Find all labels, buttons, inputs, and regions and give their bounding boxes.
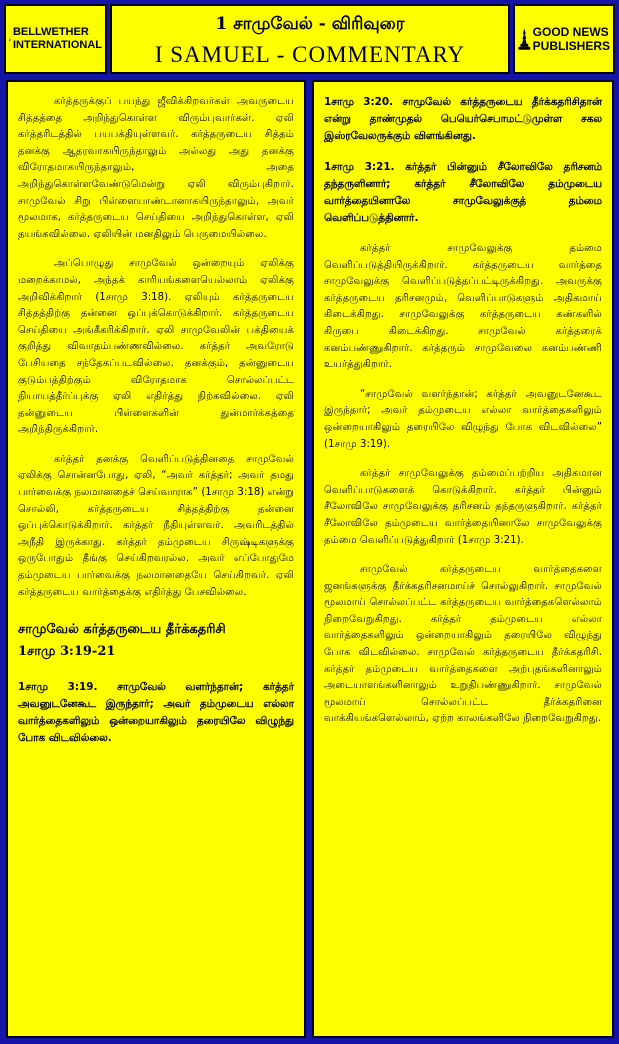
right-paragraph-1: கர்த்தர் சாமுவேலுக்கு தம்மை வெளிப்படுத்தியிருக்கிறார். கர்த்தருடைய வார்த்தை சாமுவேலுக்கு வெளிப்படுத்தப்பட்டிருக்கிறது. அவருக்கு கர்த்தருடைய தரிசனமும், வெளிப்பாடுகளும் அதிகமாய் கிடைக்கிறது. சாமுவேலுக்கு கர்த்தருடைய கண்களில் கிருபை கிடைக்கிறது. சாமுவேல் கர்த்தரைக் கனம்பண்ணுகிறார். கர்த்தரும் சாமுவேலை கனம்பண்ணி உயர்த்துகிறார். — [324, 243, 602, 371]
section-heading — [18, 619, 294, 663]
verse-3-19: 1சாமு 3:19. சாமுவேல் வளர்ந்தான்; கர்த்தர் அவனுடனேகூட இருந்தார்; அவர் தம்முடைய எல்லா வார்த்தைகளிலும் ஒன்றையாகிலும் தரையிலே விழுந்து போக விடவில்லை. — [18, 681, 294, 745]
right-paragraph-3: கர்த்தர் சாமுவேலுக்கு தம்மைப்பற்றிய அதிகமான வெளிப்பாடுகளைக் கொடுக்கிறார். கர்த்தர் பின்னும் சீலோவிலே சாமுவேலுக்கு தரிசனம் தந்தருளுகிறார். கர்த்தர் சீலோவிலே தம்முடைய வார்த்தையினாலே சாமுவேலுக்கு தம்மை வெளிப்படுத்துகிறார் (1சாமு 3:21). — [324, 468, 602, 546]
good-news-logo — [513, 4, 615, 74]
verse-3-21: 1சாமு 3:21. கர்த்தர் பின்னும் சீலோவிலே தரிசனம் தந்தருளினார்; கர்த்தர் சீலோவிலே தம்முடைய வார்த்தையினாலே சாமுவேலுக்குத் தம்மை வெளிப்படுத்தினார். — [324, 161, 602, 224]
left-paragraph-2: அப்பொழுது சாமுவேல் ஒன்றையும் ஏலிக்கு மறைக்காமல், அந்தக் காரியங்களையெல்லாம் ஏலிக்கு அறிவிக்கிறார் (1சாமு 3:18). ஏலியும் கர்த்தருடைய சித்தத்திற்கு தன்னை ஒப்புக்கொடுக்கிறார். கர்த்தருடைய செய்தியை அங்கீகரிக்கிறார். ஏலி சாமுவேலின் பக்தியைக் குறித்து விவாதம்பண்ணவில்லை. கர்த்தர் அவரோடு பேசியதை சந்தேகப்படவில்லை. தனக்கும், தன்னுடைய குடும்பத்திற்கும் விரோதமாக சொல்லப்பட்ட நியாயத்தீர்ப்புக்கு ஏலி எதிர்த்து நிற்கவில்லை. ஏலி தன்னுடைய பிள்ளைகளின் துன்மார்க்கத்தை அறிந்திருக்கிறார். — [18, 258, 294, 436]
right-paragraph-2: “சாமுவேல் வளர்ந்தான்; கர்த்தர் அவனுடனேகூட இருந்தார்; அவர் தம்முடைய எல்லா வார்த்தைகளிலும் ஒன்றையாகிலும் தரையிலே விழுந்து போக விடவில்லை” (1சாமு 3:19). — [324, 388, 602, 450]
left-column — [6, 80, 306, 1038]
page-header — [4, 4, 615, 74]
good-news-logo-icon — [518, 15, 531, 63]
logo-left-line2: INTERNATIONAL — [12, 39, 102, 51]
logo-left-line1: BELLWETHER — [12, 26, 89, 38]
page-title-tamil: 1 சாமுவேல் - விரிவுரை — [215, 14, 405, 34]
section-reference: 1சாமு 3:19-21 — [18, 644, 116, 660]
logo-right-line1: GOOD NEWS — [532, 25, 609, 39]
page-title-english: I SAMUEL - COMMENTARY — [154, 42, 466, 67]
left-paragraph-1: கர்த்தருக்குப் பயந்து ஜீவிக்கிறவர்கள் அவருடைய சித்தத்தை அறிந்துகொள்ள விரும்புவார்கள். ஏலி கர்த்தரிடத்தில் பயபக்தியுள்ளவர். கர்த்தருடைய சித்தம் தனக்கு ஆதரவாகயிருந்தாலும் அல்லது அது தனக்கு விரோதமாகயிருந்தாலும், அதை அறிந்துகொள்ளவேண்டுமென்று ஏலி விரும்புகிறார். சாமுவேல் சிறு பிள்ளையாண்டானாகயிருந்தாலும், அவர் மூலமாக, கர்த்தருடைய செய்தியை அறிந்துகொள்ள, ஏலி தயங்கவில்லை. ஏலியின் மனதிலும் பெருமையில்லை. — [18, 96, 294, 240]
left-paragraph-3: கர்த்தர் தனக்கு வெளிப்படுத்தினதை சாமுவேல் ஏலிக்கு சொன்னபோது, ஏலி, “அவர் கர்த்தர்; அவர் தமது பார்வைக்கு நலமானதைச் செய்வாராக” (1சாமு 3:18) என்று சொல்லி, கர்த்தருடைய சித்தத்திற்கு தன்னை ஒப்புக்கொடுக்கிறார். கர்த்தர் நீதியுள்ளவர். அவரிடத்தில் அநீதி இருக்காது. கர்த்தர் தம்முடைய சிருஷ்டிகளுக்கு ஒருபோதும் தீங்கு செய்கிறவரல்ல. அவர் எப்போதுமே தம்முடைய பார்வைக்கு நலமானதையே செய்கிறவர். ஏலி கர்த்தருடைய வார்த்தைக்கு எதிர்த்து பேசவில்லை. — [18, 453, 294, 598]
bellwether-logo — [4, 4, 107, 74]
logo-right-line2: PUBLISHERS — [532, 39, 610, 53]
section-title: சாமுவேல் கர்த்தருடைய தீர்க்கதரிசி — [18, 622, 226, 638]
right-column — [312, 80, 614, 1038]
title-box — [110, 4, 510, 74]
verse-3-20: 1சாமு 3:20. சாமுவேல் கர்த்தருடைய தீர்க்கதரிசிதான் என்று தாண்முதல் பெயெர்செபாமட்டுமுள்ள சகல இஸ்ரவேலருக்கும் விளங்கினது. — [324, 96, 602, 142]
right-paragraph-4: சாமுவேல் கர்த்தருடைய வார்த்தைகளை ஜனங்களுக்கு தீர்க்கதரிசனமாய்ச் சொல்லுகிறார். சாமுவேல் மூலமாய் சொல்லப்பட்ட கர்த்தருடைய வார்த்தைகளெல்லாம் நிறைவேறுகிறது. கர்த்தர் தம்முடைய எல்லா வார்த்தைகளிலும் ஒன்றையாகிலும் தரையிலே விழுந்து போக விடவில்லை. சாமுவேல் கர்த்தருடைய தீர்க்கதரிசி. கர்த்தர் தம்முடைய வார்த்தைகளை அற்புதங்களினாலும் அடையாளங்களினாலும் உறுதிபண்ணுகிறார். சாமுவேல் மூலமாய் சொல்லப்பட்ட தீர்க்கதரினை வாக்கியங்களெல்லாம், ஏற்ற காலங்களிலே நிறைவேறுகிறது. — [324, 564, 602, 725]
bellwether-logo-icon — [9, 15, 11, 63]
